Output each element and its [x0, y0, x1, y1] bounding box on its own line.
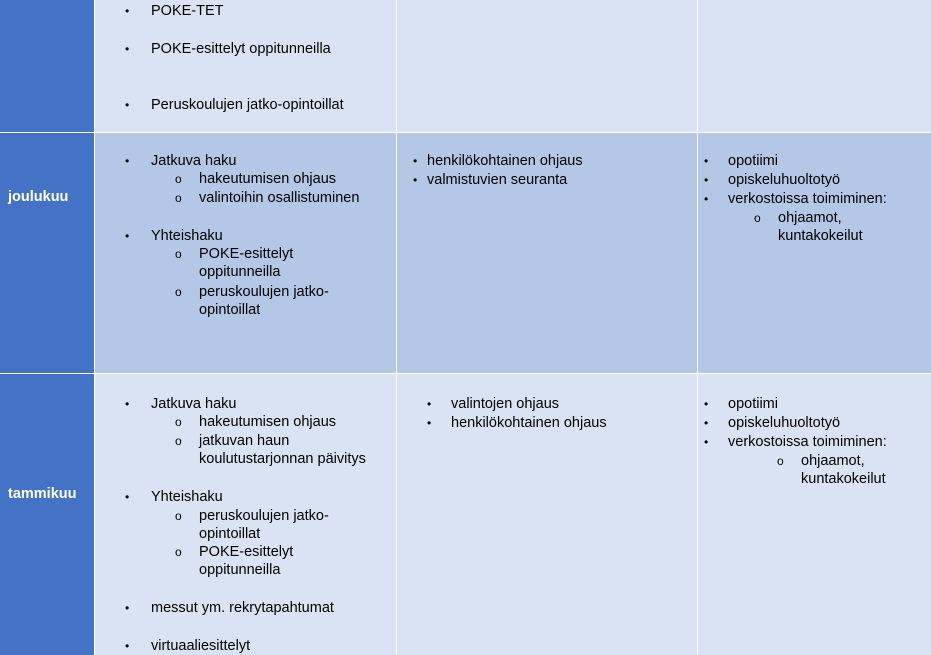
circle-bullet-icon: o [175, 172, 182, 186]
bullet-icon: • [125, 4, 130, 18]
activities-cell [94, 374, 396, 655]
list-item-text: virtuaaliesittelyt [151, 638, 251, 654]
list-item-text: POKE-esittelyt oppitunneilla [151, 41, 331, 57]
sub-list-item-text: ohjaamot, [778, 210, 842, 226]
sub-list-item-text: hakeutumisen ohjaus [199, 414, 337, 430]
bullet-icon: • [125, 98, 130, 112]
bullet-icon: • [427, 416, 432, 430]
sub-list-item-text: hakeutumisen ohjaus [199, 171, 337, 187]
bullet-icon: • [413, 154, 418, 168]
month-cell [0, 133, 94, 373]
circle-bullet-icon: o [175, 509, 182, 523]
month-cell-empty [0, 0, 94, 132]
circle-bullet-icon: o [175, 247, 182, 261]
sub-list-item-text: POKE-esittelyt [199, 246, 294, 262]
list-item-text: opotiimi [728, 153, 778, 169]
sub-list-item-text-cont: opintoillat [199, 302, 261, 318]
table-row-top [0, 0, 931, 132]
bullet-icon: • [704, 435, 709, 449]
bullet-icon: • [125, 490, 130, 504]
sub-list-item-text: jatkuvan haun [199, 433, 290, 449]
list-item-text: Jatkuva haku [151, 396, 237, 412]
sub-list-item-text: valintoihin osallistuminen [199, 190, 360, 206]
circle-bullet-icon: o [754, 211, 761, 225]
list-item-text: Peruskoulujen jatko-opintoillat [151, 97, 344, 113]
sub-list-item-text: ohjaamot, [801, 453, 865, 469]
list-item-text: Yhteishaku [151, 228, 223, 244]
list-item-text: opiskeluhuoltotyö [728, 415, 841, 431]
guidance-cell [396, 0, 697, 132]
bullet-icon: • [704, 416, 709, 430]
bullet-icon: • [125, 601, 130, 615]
activities-cell [94, 133, 396, 373]
bullet-icon: • [704, 397, 709, 411]
list-item-text: verkostoissa toimiminen: [728, 434, 887, 450]
list-item-text: opiskeluhuoltotyö [728, 172, 841, 188]
sub-list-item-text: peruskoulujen jatko- [199, 284, 329, 300]
circle-bullet-icon: o [175, 545, 182, 559]
list-item-text: Yhteishaku [151, 489, 223, 505]
circle-bullet-icon: o [777, 454, 784, 468]
list-item-text: Jatkuva haku [151, 153, 237, 169]
sub-list-item-text-cont: kuntakokeilut [801, 471, 886, 487]
bullet-icon: • [125, 229, 130, 243]
list-item-text: henkilökohtainen ohjaus [427, 153, 583, 169]
list-item-text: verkostoissa toimiminen: [728, 191, 887, 207]
sub-list-item-text-cont: koulutustarjonnan päivitys [199, 451, 366, 467]
month-label: joulukuu [8, 189, 69, 205]
sub-list-item-text-cont: oppitunneilla [199, 562, 281, 578]
sub-list-item-text: POKE-esittelyt [199, 544, 294, 560]
sub-list-item-text-cont: oppitunneilla [199, 264, 281, 280]
bullet-icon: • [413, 173, 418, 187]
month-label: tammikuu [8, 486, 77, 502]
table-row-joulukuu [0, 133, 931, 373]
circle-bullet-icon: o [175, 285, 182, 299]
list-item-text: messut ym. rekrytapahtumat [151, 600, 334, 616]
collaboration-cell [697, 374, 929, 655]
bullet-icon: • [704, 192, 709, 206]
circle-bullet-icon: o [175, 415, 182, 429]
list-item-text: valmistuvien seuranta [427, 172, 568, 188]
collaboration-cell [697, 0, 929, 132]
table-row-tammikuu [0, 374, 931, 655]
bullet-icon: • [704, 173, 709, 187]
circle-bullet-icon: o [175, 434, 182, 448]
bullet-icon: • [704, 154, 709, 168]
guidance-cell [396, 133, 697, 373]
activities-cell [94, 0, 396, 132]
list-item-text: valintojen ohjaus [451, 396, 560, 412]
bullet-icon: • [125, 639, 130, 653]
sub-list-item-text-cont: kuntakokeilut [778, 228, 863, 244]
bullet-icon: • [427, 397, 432, 411]
sub-list-item-text-cont: opintoillat [199, 526, 261, 542]
list-item-text: opotiimi [728, 396, 778, 412]
bullet-icon: • [125, 154, 130, 168]
sub-list-item-text: peruskoulujen jatko- [199, 508, 329, 524]
guidance-cell [396, 374, 697, 655]
bullet-icon: • [125, 397, 130, 411]
circle-bullet-icon: o [175, 191, 182, 205]
list-item-text: henkilökohtainen ohjaus [451, 415, 607, 431]
list-item-text: POKE-TET [151, 3, 224, 19]
collaboration-cell [697, 133, 929, 373]
bullet-icon: • [125, 42, 130, 56]
month-cell [0, 374, 94, 655]
